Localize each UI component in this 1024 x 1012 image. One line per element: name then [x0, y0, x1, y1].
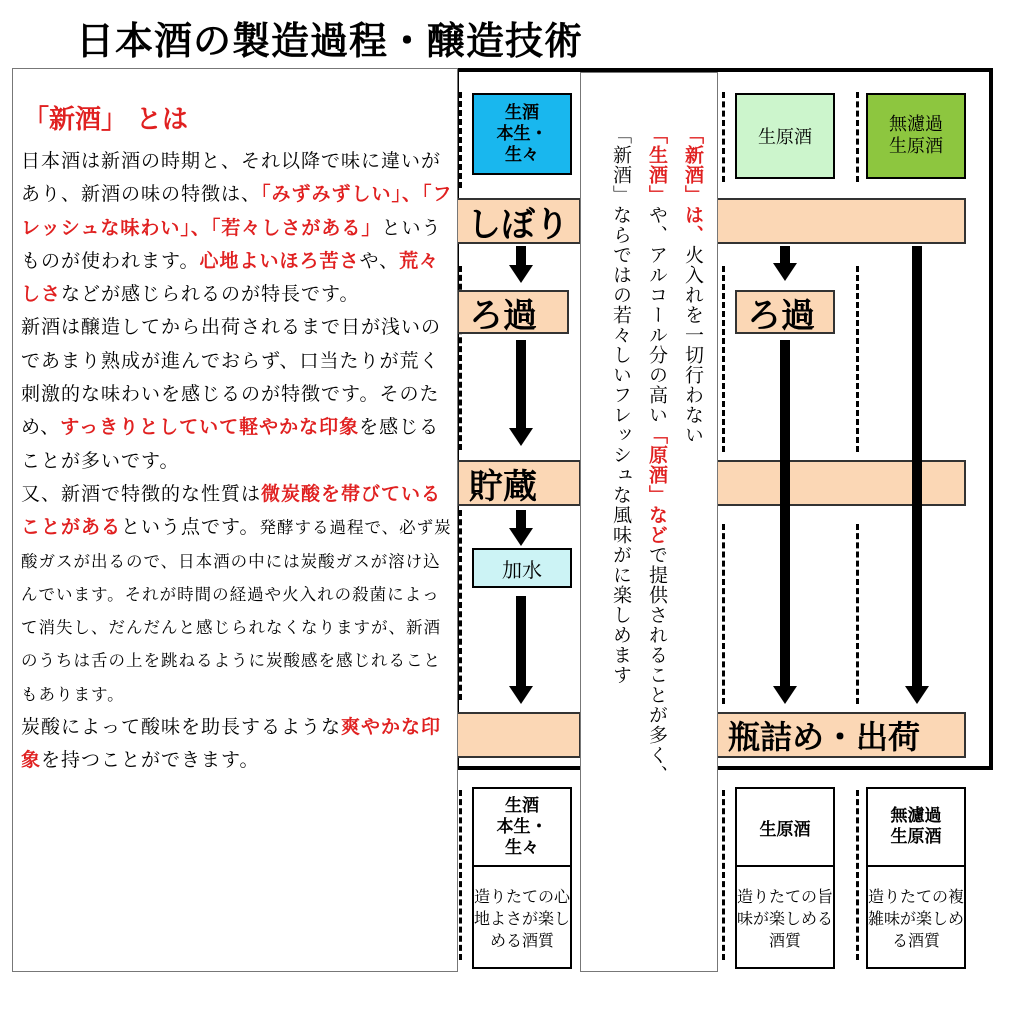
dash-line	[459, 790, 462, 960]
label-desc: 造りたての複雑味が楽しめる酒質	[868, 887, 965, 950]
paragraph-3	[21, 478, 453, 711]
dash-line	[722, 92, 725, 182]
arrow-shaft	[912, 246, 922, 688]
vertical-col-1	[675, 125, 711, 955]
bottom-label-nama-genshu	[735, 787, 835, 969]
arrow-down-icon	[509, 528, 533, 546]
paragraph-1	[21, 145, 453, 311]
text-run: を感じることが多いです。	[21, 416, 440, 472]
arrow-shaft	[780, 340, 790, 688]
text-run: や、アルコール分の高い	[646, 205, 668, 425]
kasui-box: 加水	[472, 548, 572, 588]
shibori-band-right	[716, 198, 966, 244]
arrow-down-icon	[905, 686, 929, 704]
text-run: 炭酸によって酸味を助長するような	[21, 716, 342, 739]
label-desc: 造りたての旨味が楽しめる酒質	[737, 887, 834, 950]
dash-line	[856, 524, 859, 704]
vertical-text	[603, 125, 711, 955]
dash-line	[856, 790, 859, 960]
arrow-down-icon	[773, 263, 797, 281]
text-run: 発酵する過程で、必ず炭酸ガスが出るので、日本酒の中には炭酸ガスが溶け込んでいます。それが時間の経過や火入れの殺菌によって消失し、だんだんと感じられなくなりますが、新酒のうちは舌の上を跳ねるように炭酸感を感じれることもあります。	[21, 518, 452, 704]
arrow-shaft	[516, 596, 526, 688]
dash-line	[856, 266, 859, 452]
highlight-text: 「生酒」	[646, 125, 668, 205]
bottling-band-right: 瓶詰め・出荷	[716, 712, 966, 758]
dash-line	[856, 92, 859, 182]
highlight-text: すっきりとしていて軽やかな印象	[60, 416, 360, 439]
namazake-box: 生酒 本生・ 生々	[472, 93, 572, 175]
arrow-down-icon	[509, 428, 533, 446]
dash-line	[722, 524, 725, 704]
dash-line	[722, 266, 725, 452]
highlight-text: 荒々しさ	[21, 249, 440, 306]
text-run: というものが使われます。	[21, 216, 442, 272]
paragraph-2	[21, 311, 453, 477]
label-desc: 造りたての心地よさが楽しめる酒質	[474, 887, 571, 950]
bottom-label-namazake	[472, 787, 572, 969]
dash-line	[722, 790, 725, 960]
highlight-text: 「新酒」は、	[682, 125, 704, 245]
vertical-note-panel	[580, 72, 718, 972]
roka-band-left: ろ過	[457, 290, 569, 334]
arrow-shaft	[516, 340, 526, 430]
text-run: を持つことができます。	[41, 749, 260, 772]
panel-text	[21, 145, 453, 778]
arrow-shaft	[516, 246, 526, 266]
text-run: で提供されることが多く、	[646, 545, 668, 785]
page-title: 日本酒の製造過程・醸造技術	[76, 19, 584, 63]
roka-band-right: ろ過	[735, 290, 835, 334]
chozo-band-left: 貯蔵	[457, 460, 581, 506]
arrow-shaft	[516, 510, 526, 530]
label-name: 生酒 本生・ 生々	[474, 789, 570, 867]
chozo-band-right	[716, 460, 966, 506]
dash-line	[459, 92, 462, 188]
highlight-text: 心地よいほろ苦さ	[199, 249, 360, 272]
paragraph-4	[21, 711, 453, 778]
highlight-text: 「みずみずしい」、「フレッシュな味わい」、「若々しさがある」	[21, 183, 453, 239]
arrow-down-icon	[773, 686, 797, 704]
arrow-down-icon	[509, 265, 533, 283]
highlight-text: 「原酒」など	[646, 425, 668, 545]
text-run: 「新酒」ならではの若々しいフレッシュな風味がに楽しめます	[610, 125, 632, 685]
arrow-shaft	[780, 246, 790, 264]
arrow-down-icon	[509, 686, 533, 704]
text-run: 又、新酒で特徴的な性質は	[21, 482, 262, 505]
label-name: 生原酒	[737, 789, 833, 867]
vertical-col-2	[639, 125, 675, 955]
text-run: という点です。	[121, 516, 260, 539]
text-run: 新酒は醸造してから出荷されるまで日が浅いのであまり熟成が進んでおらず、口当たりが荒く刺激的な味わいを感じるのが特徴です。そのため、	[21, 316, 442, 439]
bottling-band-left	[455, 712, 581, 758]
bottom-label-muroka	[866, 787, 966, 969]
dash-line	[459, 510, 462, 700]
nama-genshu-box: 生原酒	[735, 93, 835, 179]
muroka-genshu-box: 無濾過 生原酒	[866, 93, 966, 179]
text-run: や、	[359, 249, 400, 272]
highlight-text: 爽やかな印象	[21, 716, 442, 772]
text-run: 日本酒は新酒の時期と、それ以降で味に違いがあり、新酒の味の特徴は、	[21, 150, 442, 206]
panel-heading: 「新酒」 とは	[23, 105, 189, 135]
label-name: 無濾過 生原酒	[868, 789, 964, 867]
text-run: 火入れを一切行わない	[682, 245, 704, 445]
highlight-text: 微炭酸を帯びていることがある	[21, 482, 442, 539]
shibori-band-left: しぼり	[455, 198, 581, 244]
shinshu-explanation-panel	[12, 68, 458, 972]
text-run: などが感じられるのが特長です。	[61, 283, 360, 306]
vertical-col-3	[603, 125, 639, 955]
